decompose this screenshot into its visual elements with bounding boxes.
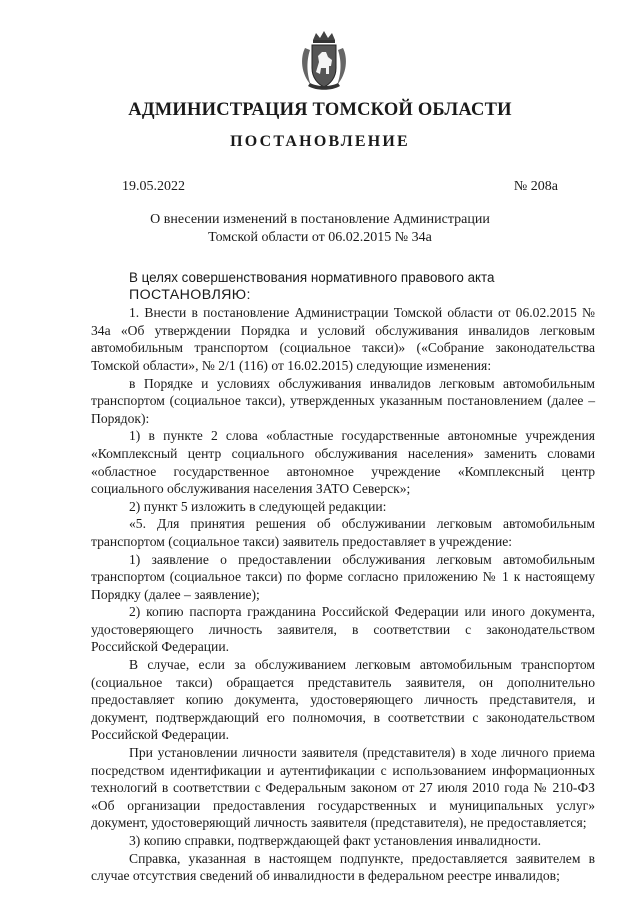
organization-title: АДМИНИСТРАЦИЯ ТОМСКОЙ ОБЛАСТИ: [128, 100, 512, 120]
document-number: № 208а: [513, 179, 558, 194]
subject-line: О внесении изменений в постановление Администрации: [150, 212, 490, 227]
body-paragraph: 1. Внести в постановление Администрации Томской области от 06.02.2015 № 34а «Об утверждении Порядка и условий обслуживания инвалидов легковым автомобильным транспортом (социальное такси)» («Собрание законодательства Томской области», № 2/1 (116) от 16.02.2015) следующие изменения:: [91, 305, 595, 373]
resolution-keyword: ПОСТАНОВЛЯЮ:: [129, 286, 251, 303]
body-paragraph: В случае, если за обслуживанием легковым автомобильным транспортом (социальное такси) обращается представитель заявителя, он дополнительно предоставляет копию документа, удостоверяющего личность представителя, и документ, подтверждающий его полномочия, в соответствии с законодательством Российской Федерации.: [91, 657, 595, 743]
body-paragraph: При установлении личности заявителя (представителя) в ходе личного приема посредством идентификации и аутентификации с использованием информационных технологий в соответствии с Федеральным законом от 27 июля 2010 года № 210-ФЗ «Об организации предоставления государственных и муниципальных услуг» документ, удостоверяющий личность заявителя (представителя), не предоставляется;: [91, 745, 595, 831]
body-paragraph: 2) пункт 5 изложить в следующей редакции:: [129, 498, 387, 514]
body-paragraph: 1) в пункте 2 слова «областные государственные автономные учреждения «Комплексный центр социального обслуживания населения» заменить словами «областное государственное автономное учреждение «Комплексный центр социального обслуживания населения ЗАТО Северск»;: [91, 428, 595, 497]
body-paragraph: «5. Для принятия решения об обслуживании легковым автомобильным транспортом (социальное такси) заявитель предоставляет в учреждение:: [91, 516, 595, 549]
body-paragraph: 2) копию паспорта гражданина Российской Федерации или иного документа, удостоверяющего личность заявителя, в соответствии с законодательством Российской Федерации.: [91, 604, 595, 655]
subject-line: Томской области от 06.02.2015 № 34а: [208, 230, 432, 245]
body-paragraph: Справка, указанная в настоящем подпункте, предоставляется заявителем в случае отсутствия сведений об инвалидности в федеральном реестре инвалидов;: [91, 850, 595, 884]
body-paragraph: 3) копию справки, подтверждающей факт установления инвалидности.: [129, 833, 542, 848]
document-subject: [0, 211, 640, 247]
document-body: [91, 269, 595, 885]
tomsk-oblast-coat-of-arms-icon: [299, 30, 349, 92]
document-date: 19.05.2022: [122, 179, 185, 194]
preamble-paragraph: В целях совершенствования нормативного правового акта: [129, 270, 495, 285]
document-type-title: ПОСТАНОВЛЕНИЕ: [230, 133, 410, 150]
body-paragraph: в Порядке и условиях обслуживания инвалидов легковым автомобильным транспортом (социальное такси), утвержденных указанным постановлением (далее – Порядок):: [91, 375, 595, 426]
body-paragraph: 1) заявление о предоставлении обслуживания легковым автомобильным транспортом (социальное такси) по форме согласно приложению № 1 к настоящему Порядку (далее – заявление);: [91, 551, 595, 602]
